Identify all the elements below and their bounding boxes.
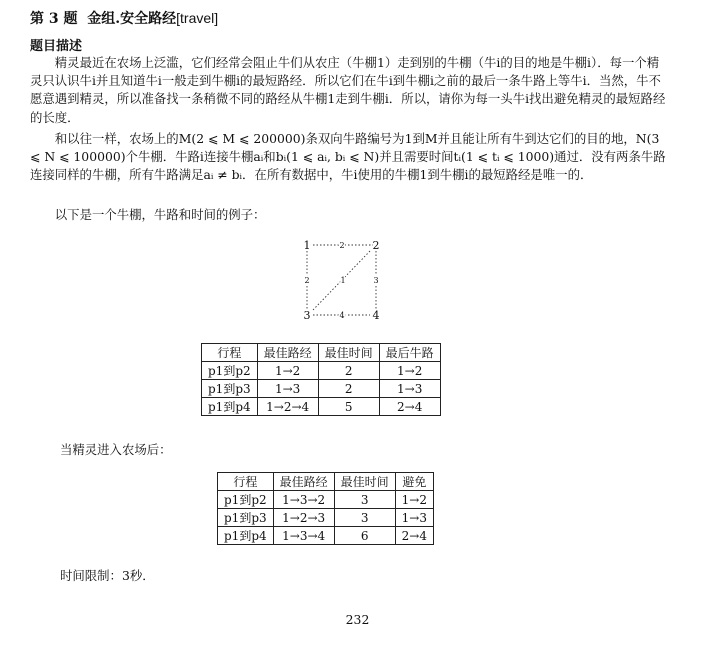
table-cell: 5 <box>318 398 379 416</box>
table-header-cell: 行程 <box>218 473 274 491</box>
table-cell: 1→3 <box>257 380 318 398</box>
table-cell: 3 <box>334 491 395 509</box>
table-header-row <box>202 344 441 362</box>
table-row <box>202 398 441 416</box>
table-header-cell: 最后牛路 <box>379 344 440 362</box>
table-row <box>202 380 441 398</box>
table-cell: 2→4 <box>379 398 440 416</box>
table-cell: 3 <box>334 509 395 527</box>
table-before <box>201 343 441 416</box>
problem-name: 金组.安全路经 <box>87 11 177 27</box>
node-2: 2 <box>372 239 380 252</box>
table-cell: p1到p4 <box>218 527 274 545</box>
weight-2-4: 3 <box>373 276 379 285</box>
page-number: 232 <box>345 612 370 627</box>
table-cell: p1到p4 <box>202 398 258 416</box>
table-cell: 1→2 <box>395 491 433 509</box>
table-cell: p1到p2 <box>218 491 274 509</box>
section-heading: 题目描述 <box>30 39 83 54</box>
table-after <box>217 472 434 545</box>
problem-number: 第 3 题 <box>30 11 78 27</box>
paragraph-example-intro: 以下是一个牛棚，牛路和时间的例子： <box>54 207 266 222</box>
table-row <box>218 527 434 545</box>
table-cell: 1→2 <box>257 362 318 380</box>
table-header-cell: 最佳时间 <box>334 473 395 491</box>
table-row <box>218 491 434 509</box>
problem-title <box>30 8 218 28</box>
node-1: 1 <box>303 239 311 252</box>
example-graph <box>290 233 400 325</box>
table-cell: 1→3 <box>379 380 440 398</box>
after-elves-text: 当精灵进入农场后： <box>60 442 172 457</box>
table-header-cell: 最佳路经 <box>273 473 334 491</box>
table-cell: 2→4 <box>395 527 433 545</box>
weight-3-4: 4 <box>339 311 345 320</box>
table-cell: 1→3→2 <box>273 491 334 509</box>
table-header-cell: 避免 <box>395 473 433 491</box>
table-row <box>218 509 434 527</box>
table-cell: 1→3→4 <box>273 527 334 545</box>
table-header-cell: 最佳路经 <box>257 344 318 362</box>
node-3: 3 <box>303 309 311 322</box>
paragraph-intro: 精灵最近在农场上泛滥，它们经常会阻止牛们从农庄（牛棚1）走到别的牛棚（牛i的目的地是牛棚i）．每一个精灵只认识牛i并且知道牛i一般走到牛棚i的最短路经．所以它们在牛i到牛棚i之前的最后一条牛路上等牛i．当然，牛不愿意遇到精灵，所以准备找一条稍微不同的路经从牛棚1走到牛棚i．所以，请你为每一头牛i找出避免精灵的最短路经的长度． <box>30 55 666 125</box>
table-cell: 1→2→3 <box>273 509 334 527</box>
table-cell: p1到p2 <box>202 362 258 380</box>
weight-1-2: 2 <box>339 241 345 250</box>
time-limit: 时间限制：3秒． <box>60 568 155 583</box>
table-cell: 2 <box>318 362 379 380</box>
weight-2-3: 1 <box>340 276 346 285</box>
table-header-cell: 行程 <box>202 344 258 362</box>
table-cell: p1到p3 <box>202 380 258 398</box>
table-header-cell: 最佳时间 <box>318 344 379 362</box>
table-cell: p1到p3 <box>218 509 274 527</box>
table-cell: 1→3 <box>395 509 433 527</box>
table-cell: 1→2 <box>379 362 440 380</box>
paragraph-constraints: 和以往一样，农场上的M(2 ⩽ M ⩽ 200000)条双向牛路编号为1到M并且能让所有牛到达它们的目的地，N(3 ⩽ N ⩽ 100000)个牛棚．牛路i连接牛棚aᵢ和bᵢ(1 ⩽ aᵢ, bᵢ ⩽ N)并且需要时间tᵢ(1 ⩽ tᵢ ⩽ 1000)通过．没有两条牛路连接同样的牛棚，所有牛路满足aᵢ ≠ bᵢ．在所有数据中，牛i使用的牛棚1到牛棚i的最短路经是唯一的． <box>30 131 666 183</box>
table-cell: 1→2→4 <box>257 398 318 416</box>
table-header-row <box>218 473 434 491</box>
table-row <box>202 362 441 380</box>
weight-1-3: 2 <box>304 276 310 285</box>
problem-file-name: [travel] <box>176 10 219 26</box>
node-4: 4 <box>372 309 380 322</box>
table-cell: 6 <box>334 527 395 545</box>
table-cell: 2 <box>318 380 379 398</box>
